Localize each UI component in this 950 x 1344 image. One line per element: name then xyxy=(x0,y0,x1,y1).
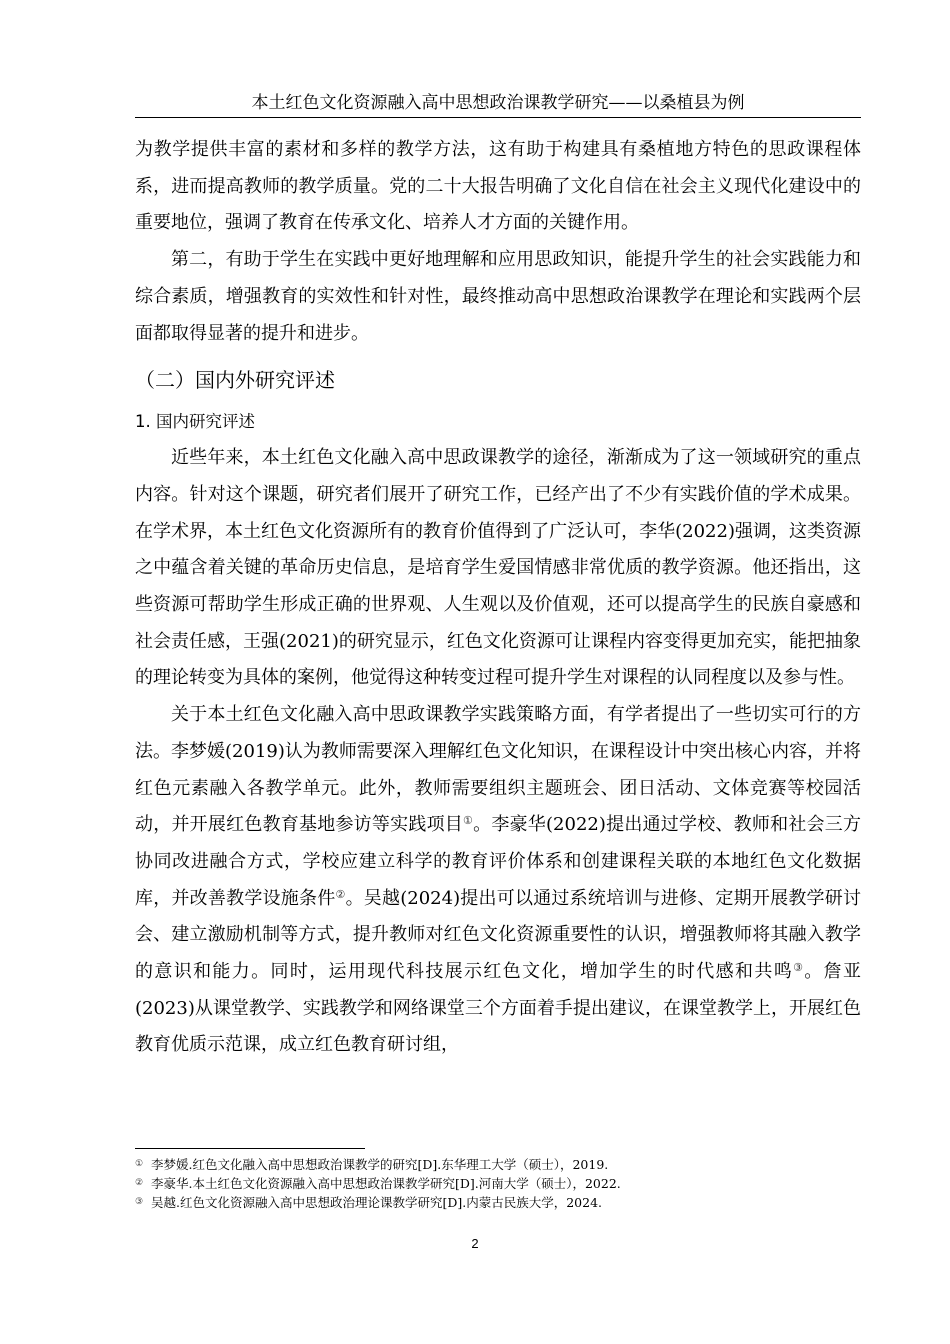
paragraph-text-segment: 关于本土红色文化融入高中思政课教学实践策略方面，有学者提出了一些切实可行的方法。李梦媛(2019)认为教师需要深入理解红色文化知识，在课程设计中突出核心内容，并将红色元素融入各教学单元。此外，教师需要组织主题班会、团日活动、文体竞赛等校园活动，并开展红色教育基地参访等实践项目 xyxy=(135,704,861,836)
footnote-2 xyxy=(135,1174,861,1193)
footnote-text: 李豪华.本土红色文化资源融入高中思想政治课教学研究[D].河南大学（硕士），2022. xyxy=(151,1176,621,1191)
footnote-mark: ③ xyxy=(135,1197,144,1207)
footnote-mark: ② xyxy=(135,1178,144,1188)
paragraph-second-point: 第二，有助于学生在实践中更好地理解和应用思政知识，能提升学生的社会实践能力和综合素质，增强教育的实效性和针对性，最终推动高中思想政治课教学在理论和实践两个层面都取得显著的提升和进步。 xyxy=(135,249,861,344)
subsection-heading: 1. 国内研究评述 xyxy=(135,412,255,432)
paragraph-text-segment: 。詹亚(2023)从课堂教学、实践教学和网络课堂三个方面着手提出建议，在课堂教学上，开展红色教育优质示范课，成立红色教育研讨组， xyxy=(135,961,861,1056)
body-text xyxy=(135,132,861,1064)
footnote-ref-1[interactable]: ① xyxy=(463,814,474,828)
footnote-ref-3[interactable]: ③ xyxy=(793,961,805,975)
section-heading: （二）国内外研究评述 xyxy=(135,368,335,393)
footnote-text: 吴越.红色文化资源融入高中思想政治理论课教学研究[D].内蒙古民族大学，2024. xyxy=(151,1195,603,1210)
paragraph-text-segment: 。李豪华(2022)提出通过学校、教师和社会三方协同改进融合方式，学校应建立科学的教育评价体系和创建课程关联的本地红色文化数据库，并改善教学设施条件 xyxy=(135,814,861,909)
footnote-1 xyxy=(135,1155,861,1174)
paragraph-domestic-review: 近些年来，本土红色文化融入高中思政课教学的途径，渐渐成为了这一领域研究的重点内容。针对这个课题，研究者们展开了研究工作，已经产出了不少有实践价值的学术成果。在学术界，本土红色文化资源所有的教育价值得到了广泛认可，李华(2022)强调，这类资源之中蕴含着关键的革命历史信息，是培育学生爱国情感非常优质的教学资源。他还指出，这些资源可帮助学生形成正确的世界观、人生观以及价值观，还可以提高学生的民族自豪感和社会责任感，王强(2021)的研究显示，红色文化资源可让课程内容变得更加充实，能把抽象的理论转变为具体的案例，他觉得这种转变过程可提升学生对课程的认同程度以及参与性。 xyxy=(135,447,861,689)
paragraph-continued: 为教学提供丰富的素材和多样的教学方法，这有助于构建具有桑植地方特色的思政课程体系，进而提高教师的教学质量。党的二十大报告明确了文化自信在社会主义现代化建设中的重要地位，强调了教育在传承文化、培养人才方面的关键作用。 xyxy=(135,139,861,234)
footnotes xyxy=(135,1155,861,1212)
footnote-mark: ① xyxy=(135,1159,144,1169)
footnote-3 xyxy=(135,1193,861,1212)
footnote-ref-2[interactable]: ② xyxy=(335,887,346,901)
running-header: 本土红色文化资源融入高中思想政治课教学研究——以桑植县为例 xyxy=(251,93,745,113)
page-number: 2 xyxy=(471,1236,479,1251)
paragraph-text-segment: 。吴越(2024)提出可以通过系统培训与进修、定期开展教学研讨会、建立激励机制等方式，提升教师对红色文化资源重要性的认识，增强教师将其融入教学的意识和能力。同时，运用现代科技展示红色文化，增加学生的时代感和共鸣 xyxy=(135,887,861,983)
paragraph-strategies xyxy=(135,697,861,1064)
footnote-text: 李梦媛.红色文化融入高中思想政治课教学的研究[D].东华理工大学（硕士），2019. xyxy=(151,1157,609,1172)
footnote-separator xyxy=(135,1148,365,1149)
header-rule xyxy=(135,117,861,118)
